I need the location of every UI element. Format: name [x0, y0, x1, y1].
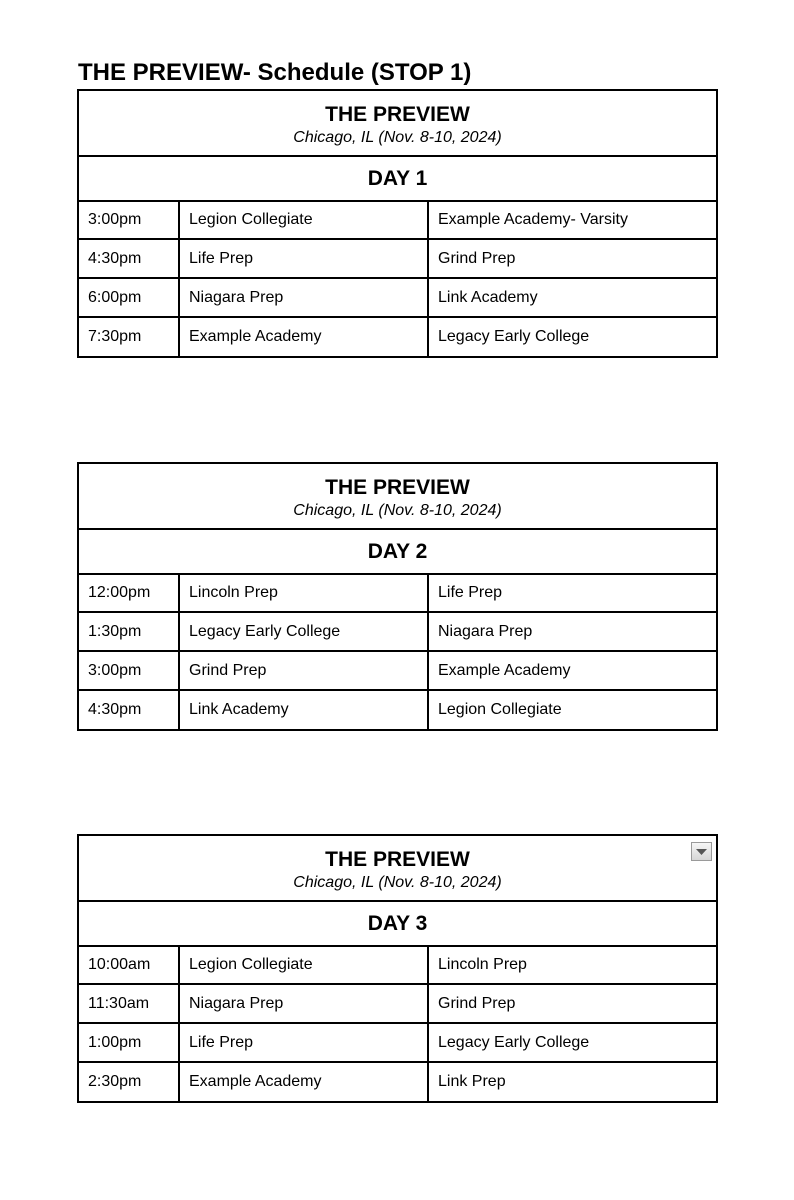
team-2: Life Prep [428, 575, 716, 612]
games-table [79, 575, 716, 729]
team-1: Niagara Prep [179, 984, 428, 1023]
event-header [79, 464, 716, 530]
event-name: THE PREVIEW [325, 476, 470, 499]
chevron-down-icon [696, 849, 707, 855]
schedule-day-1 [77, 89, 718, 358]
event-name: THE PREVIEW [325, 848, 470, 871]
game-time: 4:30pm [79, 690, 179, 729]
team-1: Lincoln Prep [179, 575, 428, 612]
team-1: Example Academy [179, 1062, 428, 1101]
event-name: THE PREVIEW [325, 103, 470, 126]
team-2: Legacy Early College [428, 317, 716, 356]
table-row [79, 984, 716, 1023]
table-row [79, 1023, 716, 1062]
table-row [79, 317, 716, 356]
event-location: Chicago, IL (Nov. 8-10, 2024) [293, 129, 502, 146]
event-location: Chicago, IL (Nov. 8-10, 2024) [293, 502, 502, 519]
game-time: 7:30pm [79, 317, 179, 356]
team-1: Life Prep [179, 239, 428, 278]
team-1: Grind Prep [179, 651, 428, 690]
team-1: Legacy Early College [179, 612, 428, 651]
table-row [79, 947, 716, 984]
game-time: 1:30pm [79, 612, 179, 651]
team-1: Link Academy [179, 690, 428, 729]
game-time: 3:00pm [88, 211, 142, 228]
table-row [79, 575, 716, 612]
team-1: Life Prep [179, 1023, 428, 1062]
table-row [79, 1062, 716, 1101]
table-row [79, 612, 716, 651]
game-time: 6:00pm [79, 278, 179, 317]
team-2: Link Academy [428, 278, 716, 317]
day-label: DAY 3 [79, 902, 716, 947]
event-location: Chicago, IL (Nov. 8-10, 2024) [293, 874, 502, 891]
team-2: Grind Prep [428, 239, 716, 278]
game-time: 3:00pm [79, 651, 179, 690]
team-2: Link Prep [428, 1062, 716, 1101]
schedule-day-3 [77, 834, 718, 1103]
table-row [79, 690, 716, 729]
game-time: 12:00pm [88, 584, 151, 601]
game-time: 2:30pm [79, 1062, 179, 1101]
event-header [79, 836, 716, 902]
table-dropdown-button[interactable] [691, 842, 712, 861]
table-row [79, 651, 716, 690]
team-2: Legacy Early College [428, 1023, 716, 1062]
day-label: DAY 1 [79, 157, 716, 202]
team-1: Legion Collegiate [179, 202, 428, 239]
schedule-day-2 [77, 462, 718, 731]
team-2: Grind Prep [428, 984, 716, 1023]
table-row [79, 278, 716, 317]
game-time: 10:00am [88, 956, 151, 973]
games-table [79, 947, 716, 1101]
page-title: THE PREVIEW- Schedule (STOP 1) [78, 59, 472, 86]
team-2: Lincoln Prep [428, 947, 716, 984]
team-2: Legion Collegiate [428, 690, 716, 729]
team-2: Niagara Prep [428, 612, 716, 651]
team-2: Example Academy [428, 651, 716, 690]
games-table [79, 202, 716, 356]
team-1: Niagara Prep [179, 278, 428, 317]
event-header [79, 91, 716, 157]
table-row [79, 202, 716, 239]
game-time: 11:30am [79, 984, 179, 1023]
game-time: 1:00pm [79, 1023, 179, 1062]
game-time: 4:30pm [79, 239, 179, 278]
team-1: Legion Collegiate [179, 947, 428, 984]
day-label: DAY 2 [79, 530, 716, 575]
team-2: Example Academy- Varsity [428, 202, 716, 239]
table-row [79, 239, 716, 278]
team-1: Example Academy [179, 317, 428, 356]
